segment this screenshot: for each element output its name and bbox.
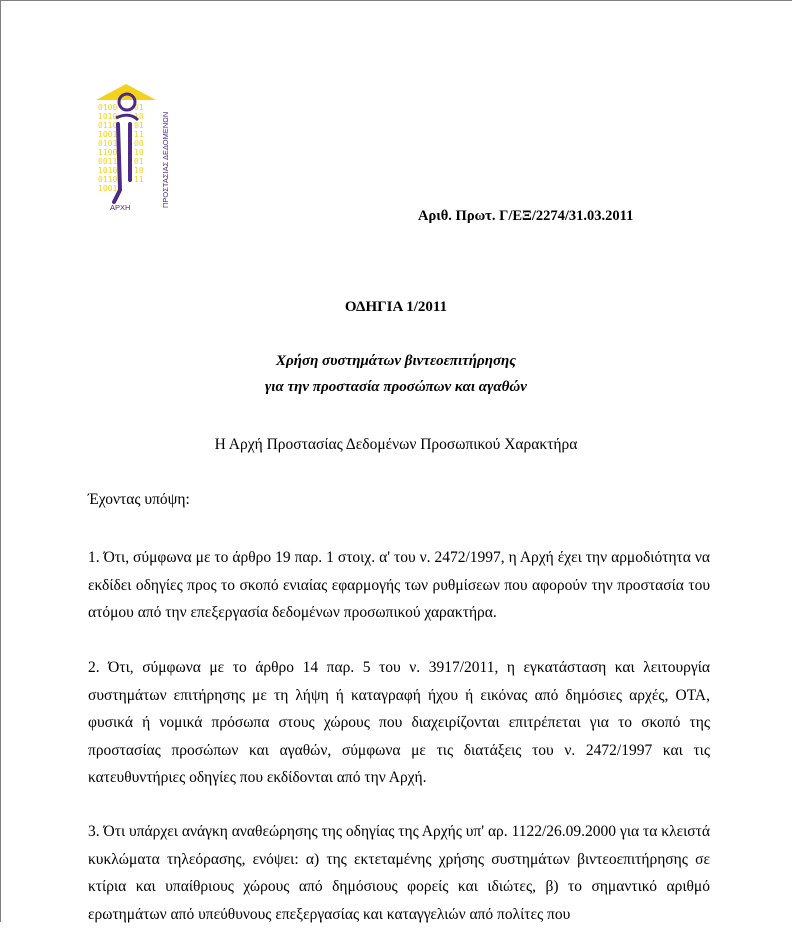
svg-text:0110: 0110 bbox=[98, 175, 118, 184]
page-edge-top bbox=[0, 0, 792, 1]
paragraph-1: 1. Ότι, σύμφωνα με το άρθρο 19 παρ. 1 στοιχ. α' του ν. 2472/1997, η Αρχή έχει την αρμοδιότητα να εκδίδει οδηγίες προς το σκοπό ενιαίας εφαρμογής των ρυθμίσεων που αφορούν την προστασία του ατόμου από την επεξεργασία δεδομένων προσωπικού χαρακτήρα. bbox=[88, 549, 710, 621]
issuing-authority: Η Αρχή Προστασίας Δεδομένων Προσωπικού Χαρακτήρα bbox=[214, 436, 578, 453]
svg-text:10: 10 bbox=[134, 112, 144, 121]
svg-text:0110: 0110 bbox=[98, 121, 118, 130]
paragraph-3: 3. Ότι υπάρχει ανάγκη αναθεώρησης της οδηγίας της Αρχής υπ' αρ. 1122/26.09.2000 για τα κλειστά κυκλώματα τηλεόρασης, ενόψει: α) της εκτεταμένης χρήσης συστημάτων βιντεοεπιτήρησης σε κτίρια και υπαίθριους χώρους από δημόσιους φορείς και ιδιώτες, β) το σημαντικό αριθμό ερωτημάτων από υπεύθυνους επεξεργασίας και καταγγελιών από πολίτες που bbox=[88, 823, 710, 923]
subtitle-line-1: Χρήση συστημάτων βιντεοεπιτήρησης bbox=[276, 353, 516, 369]
svg-text:0100: 0100 bbox=[98, 103, 118, 112]
svg-text:1001: 1001 bbox=[98, 130, 118, 139]
document-subtitle bbox=[0, 348, 792, 400]
svg-text:1001: 1001 bbox=[98, 184, 118, 193]
svg-text:1010: 1010 bbox=[98, 112, 118, 121]
svg-text:01: 01 bbox=[134, 103, 144, 112]
svg-text:ΠΡΟΣΤΑΣΙΑΣ ΔΕΔΟΜΕΝΩΝ: ΠΡΟΣΤΑΣΙΑΣ ΔΕΔΟΜΕΝΩΝ bbox=[161, 111, 170, 208]
svg-text:1010: 1010 bbox=[98, 166, 118, 175]
authority-logo bbox=[96, 80, 180, 212]
svg-text:01: 01 bbox=[134, 157, 144, 166]
svg-text:01: 01 bbox=[134, 121, 144, 130]
svg-text:0101: 0101 bbox=[98, 139, 118, 148]
svg-text:0011: 0011 bbox=[98, 157, 118, 166]
page-edge-left bbox=[0, 0, 1, 922]
svg-text:11: 11 bbox=[134, 130, 144, 139]
having-regard-heading: Έχοντας υπόψη: bbox=[88, 491, 190, 508]
document-title: ΟΔΗΓΙΑ 1/2011 bbox=[344, 299, 448, 315]
subtitle-line-2: για την προστασία προσώπων και αγαθών bbox=[265, 379, 527, 395]
svg-text:00: 00 bbox=[134, 139, 144, 148]
svg-text:ΑΡΧΗ: ΑΡΧΗ bbox=[110, 203, 131, 212]
svg-text:11: 11 bbox=[134, 175, 144, 184]
svg-text:10: 10 bbox=[134, 148, 144, 157]
paragraph-2: 2. Ότι, σύμφωνα με το άρθρο 14 παρ. 5 του ν. 3917/2011, η εγκατάσταση και λειτουργία συστημάτων επιτήρησης με τη λήψη ή καταγραφή ήχου ή εικόνας από δημόσιες αρχές, ΟΤΑ, φυσικά ή νομικά πρόσωπα στους χώρους που διαχειρίζονται επιτρέπεται για το σκοπό της προστασίας προσώπων και αγαθών, σύμφωνα με τις διατάξεις του ν. 2472/1997 και τις κατευθυντήριες οδηγίες που εκδίδονται από την Αρχή. bbox=[88, 659, 710, 786]
protocol-number: Αριθ. Πρωτ. Γ/ΕΞ/2274/31.03.2011 bbox=[418, 208, 634, 224]
svg-text:1100: 1100 bbox=[98, 148, 118, 157]
svg-text:10: 10 bbox=[134, 166, 144, 175]
